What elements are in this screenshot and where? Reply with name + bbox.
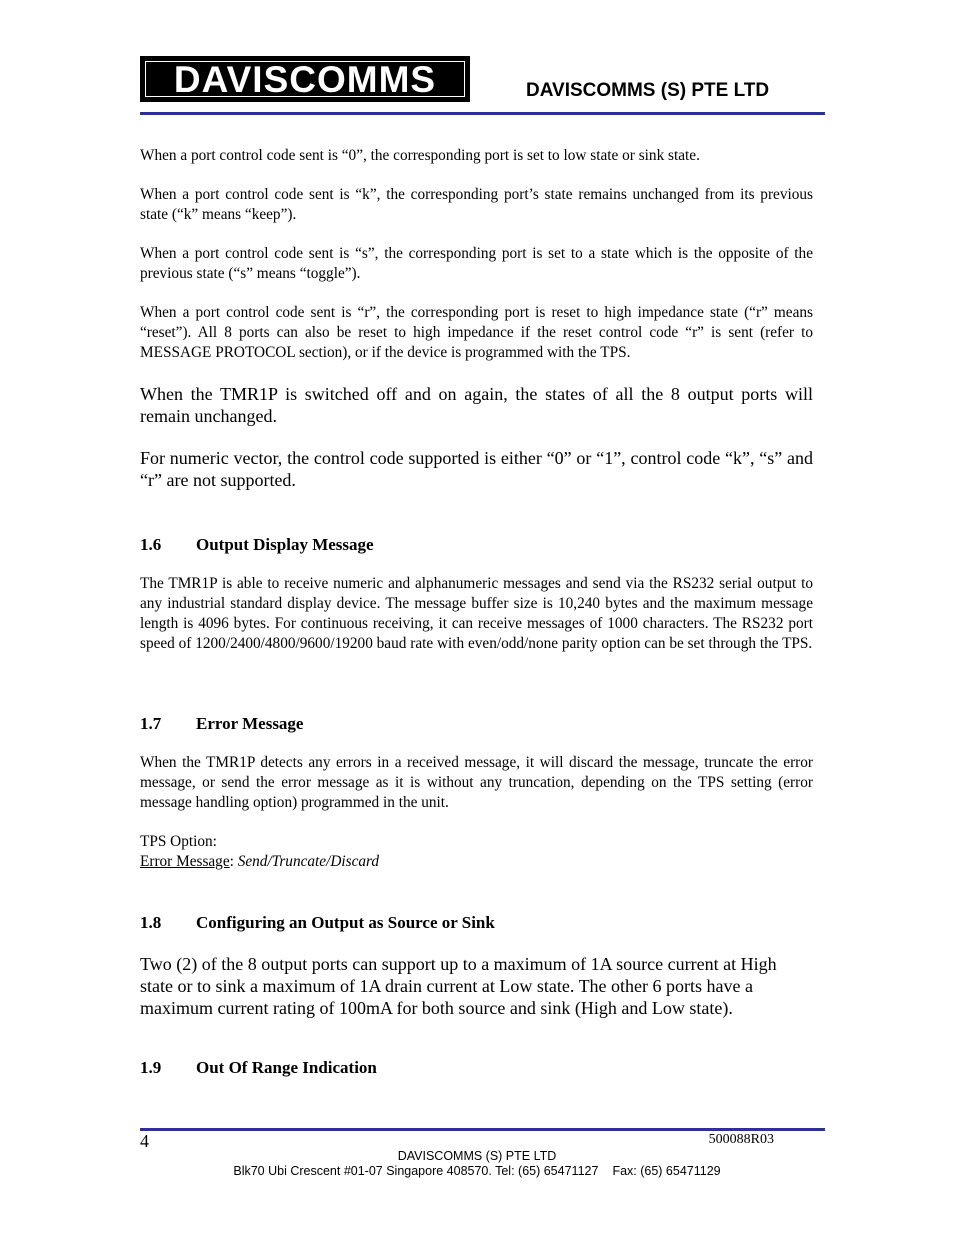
paragraph-source-sink: Two (2) of the 8 output ports can support up to a maximum of 1A source current at High state or to sink a maximum of 1A drain current at Low state. The other 6 ports have a maximum current rating of 100mA for both source and sink (High and Low state).: [140, 954, 777, 1018]
footer-fax: Fax: (65) 65471129: [612, 1164, 721, 1178]
section-heading-1-9: [140, 1057, 377, 1079]
section-title: Error Message: [196, 714, 304, 733]
paragraph-power-cycle: When the TMR1P is switched off and on again, the states of all the 8 output ports will remain unchanged.: [140, 384, 813, 426]
section-number: 1.7: [140, 714, 162, 733]
logo-text: DAVISCOMMS: [173, 58, 437, 100]
paragraph-code-k: When a port control code sent is “k”, the corresponding port’s state remains unchanged from its previous state (“k” means “keep”).: [140, 186, 813, 223]
company-logo: [140, 56, 470, 102]
footer-address: Blk70 Ubi Crescent #01-07 Singapore 408570. Tel: (65) 65471127: [233, 1164, 599, 1178]
header-rule: [140, 112, 825, 115]
header-company-name: DAVISCOMMS (S) PTE LTD: [526, 80, 770, 101]
paragraph-code-r: When a port control code sent is “r”, the corresponding port is reset to high impedance state (“r” means “reset”). All 8 ports can also be reset to high impedance if the reset control code “r” is sent (refer to MESSAGE PROTOCOL section), or if the device is programmed with the TPS.: [140, 304, 813, 361]
tps-option-label: TPS Option:: [140, 833, 217, 850]
error-message-label: Error Message: [140, 853, 230, 870]
paragraph-code-s: When a port control code sent is “s”, the corresponding port is set to a state which is the opposite of the previous state (“s” means “toggle”).: [140, 245, 813, 282]
error-message-separator: :: [229, 853, 238, 870]
section-title: Configuring an Output as Source or Sink: [196, 913, 495, 932]
paragraph-code-0: When a port control code sent is “0”, the corresponding port is set to low state or sink state.: [140, 147, 700, 164]
section-heading-1-6: [140, 534, 374, 556]
section-number: 1.9: [140, 1058, 162, 1077]
section-heading-1-7: [140, 713, 303, 735]
logo-border: [145, 58, 465, 100]
page-number: 4: [140, 1131, 149, 1151]
section-number: 1.6: [140, 535, 162, 554]
paragraph-error-message: When the TMR1P detects any errors in a received message, it will discard the message, truncate the error message, or send the error message as it is without any truncation, depending on the TPS setting (error message handling option) programmed in the unit.: [140, 754, 813, 811]
error-message-option: [140, 852, 813, 872]
section-heading-1-8: [140, 912, 495, 934]
paragraph-numeric-vector: For numeric vector, the control code supported is either “0” or “1”, control code “k”, “s” and “r” are not supported.: [140, 448, 813, 490]
section-title: Output Display Message: [196, 535, 374, 554]
error-message-values: Send/Truncate/Discard: [237, 853, 380, 870]
footer-contact: [0, 1164, 954, 1178]
footer-company: DAVISCOMMS (S) PTE LTD: [397, 1149, 557, 1163]
paragraph-output-display: The TMR1P is able to receive numeric and alphanumeric messages and send via the RS232 serial output to any industrial standard display device. The message buffer size is 10,240 bytes and the maximum message length is 4096 bytes. For continuous receiving, it can receive messages of 1000 characters. The RS232 port speed of 1200/2400/4800/9600/19200 baud rate with even/odd/none parity option can be set through the TPS.: [140, 575, 813, 652]
footer-rule: [140, 1128, 825, 1131]
document-number: 500088R03: [708, 1132, 774, 1147]
section-number: 1.8: [140, 913, 162, 932]
section-title: Out Of Range Indication: [196, 1058, 377, 1077]
